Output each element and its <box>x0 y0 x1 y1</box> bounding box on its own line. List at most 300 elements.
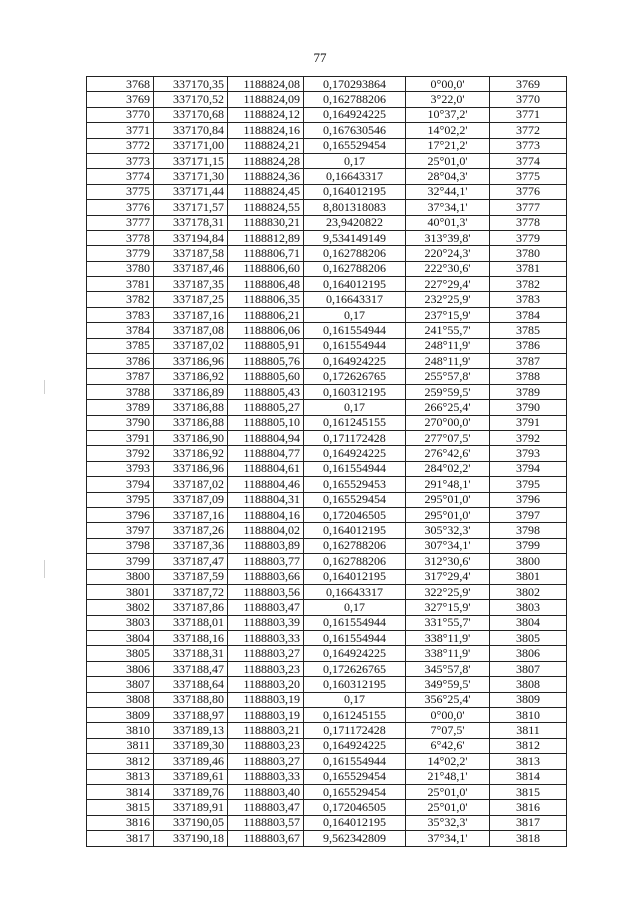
table-row <box>87 600 567 615</box>
table-row <box>87 538 567 553</box>
point-number-cell: 3774 <box>87 169 154 184</box>
x-coordinate-cell: 337187,35 <box>154 277 228 292</box>
distance-cell: 0,161245155 <box>304 415 406 430</box>
distance-cell: 0,17 <box>304 400 406 415</box>
point-number-cell: 3775 <box>87 184 154 199</box>
table-row <box>87 507 567 522</box>
x-coordinate-cell: 337187,26 <box>154 523 228 538</box>
table-row <box>87 77 567 92</box>
direction-angle-cell: 255°57,8' <box>406 369 490 384</box>
y-coordinate-cell: 1188803,27 <box>228 646 304 661</box>
distance-cell: 0,17 <box>304 153 406 168</box>
next-point-cell: 3782 <box>490 277 567 292</box>
distance-cell: 8,801318083 <box>304 200 406 215</box>
table-row <box>87 723 567 738</box>
table-row <box>87 230 567 245</box>
point-number-cell: 3808 <box>87 692 154 707</box>
point-number-cell: 3816 <box>87 815 154 830</box>
direction-angle-cell: 25°01,0' <box>406 153 490 168</box>
next-point-cell: 3810 <box>490 708 567 723</box>
page-number: 77 <box>313 50 327 65</box>
table-row <box>87 754 567 769</box>
y-coordinate-cell: 1188806,48 <box>228 277 304 292</box>
table-row <box>87 677 567 692</box>
next-point-cell: 3788 <box>490 369 567 384</box>
table-row <box>87 323 567 338</box>
direction-angle-cell: 259°59,5' <box>406 384 490 399</box>
y-coordinate-cell: 1188803,47 <box>228 600 304 615</box>
y-coordinate-cell: 1188803,23 <box>228 738 304 753</box>
x-coordinate-cell: 337187,16 <box>154 507 228 522</box>
table-row <box>87 800 567 815</box>
table-row <box>87 369 567 384</box>
y-coordinate-cell: 1188803,40 <box>228 784 304 799</box>
point-number-cell: 3772 <box>87 138 154 153</box>
distance-cell: 0,161554944 <box>304 323 406 338</box>
distance-cell: 0,16643317 <box>304 292 406 307</box>
x-coordinate-cell: 337190,18 <box>154 831 228 846</box>
direction-angle-cell: 248°11,9' <box>406 338 490 353</box>
distance-cell: 0,160312195 <box>304 384 406 399</box>
point-number-cell: 3783 <box>87 307 154 322</box>
next-point-cell: 3809 <box>490 692 567 707</box>
y-coordinate-cell: 1188804,02 <box>228 523 304 538</box>
point-number-cell: 3782 <box>87 292 154 307</box>
y-coordinate-cell: 1188805,60 <box>228 369 304 384</box>
next-point-cell: 3812 <box>490 738 567 753</box>
point-number-cell: 3798 <box>87 538 154 553</box>
x-coordinate-cell: 337190,05 <box>154 815 228 830</box>
direction-angle-cell: 0°00,0' <box>406 708 490 723</box>
distance-cell: 0,172046505 <box>304 800 406 815</box>
scan-margin-mark-upper <box>44 380 45 394</box>
direction-angle-cell: 295°01,0' <box>406 507 490 522</box>
point-number-cell: 3804 <box>87 631 154 646</box>
y-coordinate-cell: 1188803,77 <box>228 554 304 569</box>
y-coordinate-cell: 1188824,45 <box>228 184 304 199</box>
next-point-cell: 3787 <box>490 354 567 369</box>
point-number-cell: 3800 <box>87 569 154 584</box>
direction-angle-cell: 312°30,6' <box>406 554 490 569</box>
y-coordinate-cell: 1188806,06 <box>228 323 304 338</box>
distance-cell: 0,16643317 <box>304 169 406 184</box>
direction-angle-cell: 270°00,0' <box>406 415 490 430</box>
distance-cell: 23,9420822 <box>304 215 406 230</box>
distance-cell: 0,165529454 <box>304 138 406 153</box>
direction-angle-cell: 284°02,2' <box>406 461 490 476</box>
distance-cell: 0,161554944 <box>304 338 406 353</box>
direction-angle-cell: 241°55,7' <box>406 323 490 338</box>
y-coordinate-cell: 1188824,21 <box>228 138 304 153</box>
point-number-cell: 3768 <box>87 77 154 92</box>
direction-angle-cell: 317°29,4' <box>406 569 490 584</box>
distance-cell: 0,162788206 <box>304 538 406 553</box>
distance-cell: 0,172626765 <box>304 369 406 384</box>
direction-angle-cell: 356°25,4' <box>406 692 490 707</box>
direction-angle-cell: 338°11,9' <box>406 631 490 646</box>
distance-cell: 0,171172428 <box>304 430 406 445</box>
y-coordinate-cell: 1188804,46 <box>228 477 304 492</box>
direction-angle-cell: 338°11,9' <box>406 646 490 661</box>
x-coordinate-cell: 337187,47 <box>154 554 228 569</box>
y-coordinate-cell: 1188824,36 <box>228 169 304 184</box>
table-row <box>87 307 567 322</box>
next-point-cell: 3771 <box>490 107 567 122</box>
point-number-cell: 3785 <box>87 338 154 353</box>
y-coordinate-cell: 1188805,43 <box>228 384 304 399</box>
point-number-cell: 3770 <box>87 107 154 122</box>
y-coordinate-cell: 1188824,09 <box>228 92 304 107</box>
distance-cell: 0,164924225 <box>304 107 406 122</box>
y-coordinate-cell: 1188804,94 <box>228 430 304 445</box>
distance-cell: 0,167630546 <box>304 123 406 138</box>
next-point-cell: 3803 <box>490 600 567 615</box>
y-coordinate-cell: 1188824,08 <box>228 77 304 92</box>
point-number-cell: 3797 <box>87 523 154 538</box>
next-point-cell: 3802 <box>490 584 567 599</box>
distance-cell: 0,161554944 <box>304 754 406 769</box>
next-point-cell: 3792 <box>490 430 567 445</box>
point-number-cell: 3813 <box>87 769 154 784</box>
direction-angle-cell: 6°42,6' <box>406 738 490 753</box>
distance-cell: 0,171172428 <box>304 723 406 738</box>
point-number-cell: 3777 <box>87 215 154 230</box>
next-point-cell: 3799 <box>490 538 567 553</box>
point-number-cell: 3809 <box>87 708 154 723</box>
x-coordinate-cell: 337188,16 <box>154 631 228 646</box>
point-number-cell: 3795 <box>87 492 154 507</box>
next-point-cell: 3808 <box>490 677 567 692</box>
table-row <box>87 277 567 292</box>
x-coordinate-cell: 337188,31 <box>154 646 228 661</box>
y-coordinate-cell: 1188803,33 <box>228 769 304 784</box>
table-row <box>87 446 567 461</box>
point-number-cell: 3792 <box>87 446 154 461</box>
point-number-cell: 3787 <box>87 369 154 384</box>
distance-cell: 0,165529454 <box>304 769 406 784</box>
distance-cell: 0,160312195 <box>304 677 406 692</box>
direction-angle-cell: 237°15,9' <box>406 307 490 322</box>
point-number-cell: 3791 <box>87 430 154 445</box>
x-coordinate-cell: 337186,92 <box>154 369 228 384</box>
table-row <box>87 492 567 507</box>
x-coordinate-cell: 337170,84 <box>154 123 228 138</box>
table-row <box>87 769 567 784</box>
table-row <box>87 338 567 353</box>
y-coordinate-cell: 1188803,33 <box>228 631 304 646</box>
next-point-cell: 3773 <box>490 138 567 153</box>
x-coordinate-cell: 337187,72 <box>154 584 228 599</box>
next-point-cell: 3777 <box>490 200 567 215</box>
distance-cell: 0,161554944 <box>304 461 406 476</box>
next-point-cell: 3779 <box>490 230 567 245</box>
next-point-cell: 3769 <box>490 77 567 92</box>
next-point-cell: 3806 <box>490 646 567 661</box>
x-coordinate-cell: 337187,16 <box>154 307 228 322</box>
table-row <box>87 169 567 184</box>
x-coordinate-cell: 337189,76 <box>154 784 228 799</box>
table-row <box>87 646 567 661</box>
distance-cell: 0,172626765 <box>304 661 406 676</box>
direction-angle-cell: 291°48,1' <box>406 477 490 492</box>
point-number-cell: 3793 <box>87 461 154 476</box>
point-number-cell: 3788 <box>87 384 154 399</box>
next-point-cell: 3816 <box>490 800 567 815</box>
distance-cell: 0,162788206 <box>304 92 406 107</box>
y-coordinate-cell: 1188805,27 <box>228 400 304 415</box>
distance-cell: 0,161245155 <box>304 708 406 723</box>
direction-angle-cell: 313°39,8' <box>406 230 490 245</box>
direction-angle-cell: 345°57,8' <box>406 661 490 676</box>
table-row <box>87 184 567 199</box>
y-coordinate-cell: 1188803,20 <box>228 677 304 692</box>
table-row <box>87 815 567 830</box>
direction-angle-cell: 17°21,2' <box>406 138 490 153</box>
direction-angle-cell: 305°32,3' <box>406 523 490 538</box>
next-point-cell: 3811 <box>490 723 567 738</box>
point-number-cell: 3814 <box>87 784 154 799</box>
y-coordinate-cell: 1188805,91 <box>228 338 304 353</box>
x-coordinate-cell: 337188,80 <box>154 692 228 707</box>
next-point-cell: 3776 <box>490 184 567 199</box>
point-number-cell: 3806 <box>87 661 154 676</box>
distance-cell: 9,534149149 <box>304 230 406 245</box>
next-point-cell: 3783 <box>490 292 567 307</box>
y-coordinate-cell: 1188803,47 <box>228 800 304 815</box>
direction-angle-cell: 276°42,6' <box>406 446 490 461</box>
table-row <box>87 430 567 445</box>
distance-cell: 0,164012195 <box>304 523 406 538</box>
next-point-cell: 3814 <box>490 769 567 784</box>
next-point-cell: 3804 <box>490 615 567 630</box>
direction-angle-cell: 10°37,2' <box>406 107 490 122</box>
y-coordinate-cell: 1188806,71 <box>228 246 304 261</box>
next-point-cell: 3789 <box>490 384 567 399</box>
next-point-cell: 3781 <box>490 261 567 276</box>
direction-angle-cell: 3°22,0' <box>406 92 490 107</box>
table-row <box>87 153 567 168</box>
x-coordinate-cell: 337188,64 <box>154 677 228 692</box>
x-coordinate-cell: 337187,59 <box>154 569 228 584</box>
direction-angle-cell: 322°25,9' <box>406 584 490 599</box>
distance-cell: 0,17 <box>304 600 406 615</box>
table-row <box>87 738 567 753</box>
x-coordinate-cell: 337188,01 <box>154 615 228 630</box>
y-coordinate-cell: 1188803,66 <box>228 569 304 584</box>
table-row <box>87 215 567 230</box>
x-coordinate-cell: 337189,46 <box>154 754 228 769</box>
direction-angle-cell: 14°02,2' <box>406 754 490 769</box>
distance-cell: 0,172046505 <box>304 507 406 522</box>
x-coordinate-cell: 337187,46 <box>154 261 228 276</box>
table-row <box>87 784 567 799</box>
x-coordinate-cell: 337171,57 <box>154 200 228 215</box>
y-coordinate-cell: 1188806,60 <box>228 261 304 276</box>
x-coordinate-cell: 337187,09 <box>154 492 228 507</box>
point-number-cell: 3773 <box>87 153 154 168</box>
y-coordinate-cell: 1188803,23 <box>228 661 304 676</box>
x-coordinate-cell: 337187,86 <box>154 600 228 615</box>
x-coordinate-cell: 337187,58 <box>154 246 228 261</box>
y-coordinate-cell: 1188804,16 <box>228 507 304 522</box>
distance-cell: 0,164924225 <box>304 738 406 753</box>
x-coordinate-cell: 337189,13 <box>154 723 228 738</box>
y-coordinate-cell: 1188803,39 <box>228 615 304 630</box>
table-row <box>87 354 567 369</box>
x-coordinate-cell: 337186,90 <box>154 430 228 445</box>
point-number-cell: 3779 <box>87 246 154 261</box>
point-number-cell: 3784 <box>87 323 154 338</box>
point-number-cell: 3771 <box>87 123 154 138</box>
y-coordinate-cell: 1188830,21 <box>228 215 304 230</box>
table-row <box>87 569 567 584</box>
next-point-cell: 3775 <box>490 169 567 184</box>
distance-cell: 0,170293864 <box>304 77 406 92</box>
table-row <box>87 415 567 430</box>
distance-cell: 0,161554944 <box>304 615 406 630</box>
direction-angle-cell: 37°34,1' <box>406 831 490 846</box>
scan-margin-mark-lower <box>44 560 45 578</box>
x-coordinate-cell: 337188,47 <box>154 661 228 676</box>
distance-cell: 0,164924225 <box>304 646 406 661</box>
y-coordinate-cell: 1188803,56 <box>228 584 304 599</box>
y-coordinate-cell: 1188824,12 <box>228 107 304 122</box>
x-coordinate-cell: 337170,52 <box>154 92 228 107</box>
distance-cell: 0,162788206 <box>304 246 406 261</box>
next-point-cell: 3805 <box>490 631 567 646</box>
next-point-cell: 3793 <box>490 446 567 461</box>
table-row <box>87 692 567 707</box>
distance-cell: 0,161554944 <box>304 631 406 646</box>
x-coordinate-cell: 337187,36 <box>154 538 228 553</box>
table-row <box>87 523 567 538</box>
x-coordinate-cell: 337186,89 <box>154 384 228 399</box>
direction-angle-cell: 0°00,0' <box>406 77 490 92</box>
distance-cell: 0,16643317 <box>304 584 406 599</box>
y-coordinate-cell: 1188824,28 <box>228 153 304 168</box>
table-row <box>87 138 567 153</box>
next-point-cell: 3784 <box>490 307 567 322</box>
y-coordinate-cell: 1188803,89 <box>228 538 304 553</box>
point-number-cell: 3780 <box>87 261 154 276</box>
distance-cell: 0,164012195 <box>304 815 406 830</box>
x-coordinate-cell: 337187,25 <box>154 292 228 307</box>
point-number-cell: 3786 <box>87 354 154 369</box>
distance-cell: 0,164924225 <box>304 446 406 461</box>
y-coordinate-cell: 1188803,67 <box>228 831 304 846</box>
next-point-cell: 3800 <box>490 554 567 569</box>
point-number-cell: 3769 <box>87 92 154 107</box>
table-row <box>87 615 567 630</box>
point-number-cell: 3810 <box>87 723 154 738</box>
point-number-cell: 3790 <box>87 415 154 430</box>
next-point-cell: 3790 <box>490 400 567 415</box>
x-coordinate-cell: 337186,88 <box>154 400 228 415</box>
direction-angle-cell: 25°01,0' <box>406 800 490 815</box>
x-coordinate-cell: 337171,00 <box>154 138 228 153</box>
y-coordinate-cell: 1188803,19 <box>228 708 304 723</box>
direction-angle-cell: 327°15,9' <box>406 600 490 615</box>
table-row <box>87 92 567 107</box>
point-number-cell: 3781 <box>87 277 154 292</box>
table-row <box>87 200 567 215</box>
table-row <box>87 584 567 599</box>
direction-angle-cell: 14°02,2' <box>406 123 490 138</box>
direction-angle-cell: 222°30,6' <box>406 261 490 276</box>
distance-cell: 0,164924225 <box>304 354 406 369</box>
next-point-cell: 3815 <box>490 784 567 799</box>
y-coordinate-cell: 1188806,21 <box>228 307 304 322</box>
point-number-cell: 3796 <box>87 507 154 522</box>
table-row <box>87 123 567 138</box>
direction-angle-cell: 220°24,3' <box>406 246 490 261</box>
direction-angle-cell: 227°29,4' <box>406 277 490 292</box>
table-row <box>87 384 567 399</box>
y-coordinate-cell: 1188803,57 <box>228 815 304 830</box>
direction-angle-cell: 37°34,1' <box>406 200 490 215</box>
table-row <box>87 261 567 276</box>
point-number-cell: 3801 <box>87 584 154 599</box>
next-point-cell: 3798 <box>490 523 567 538</box>
x-coordinate-cell: 337170,68 <box>154 107 228 122</box>
direction-angle-cell: 32°44,1' <box>406 184 490 199</box>
table-row <box>87 292 567 307</box>
direction-angle-cell: 25°01,0' <box>406 784 490 799</box>
table-row <box>87 708 567 723</box>
distance-cell: 0,165529454 <box>304 492 406 507</box>
direction-angle-cell: 232°25,9' <box>406 292 490 307</box>
x-coordinate-cell: 337189,30 <box>154 738 228 753</box>
next-point-cell: 3813 <box>490 754 567 769</box>
point-number-cell: 3794 <box>87 477 154 492</box>
table-row <box>87 554 567 569</box>
point-number-cell: 3805 <box>87 646 154 661</box>
point-number-cell: 3789 <box>87 400 154 415</box>
direction-angle-cell: 277°07,5' <box>406 430 490 445</box>
next-point-cell: 3778 <box>490 215 567 230</box>
distance-cell: 0,165529454 <box>304 784 406 799</box>
direction-angle-cell: 266°25,4' <box>406 400 490 415</box>
y-coordinate-cell: 1188805,76 <box>228 354 304 369</box>
table-row <box>87 661 567 676</box>
table-row <box>87 631 567 646</box>
y-coordinate-cell: 1188804,31 <box>228 492 304 507</box>
direction-angle-cell: 28°04,3' <box>406 169 490 184</box>
next-point-cell: 3774 <box>490 153 567 168</box>
distance-cell: 9,562342809 <box>304 831 406 846</box>
next-point-cell: 3786 <box>490 338 567 353</box>
direction-angle-cell: 349°59,5' <box>406 677 490 692</box>
x-coordinate-cell: 337194,84 <box>154 230 228 245</box>
x-coordinate-cell: 337171,44 <box>154 184 228 199</box>
next-point-cell: 3797 <box>490 507 567 522</box>
distance-cell: 0,17 <box>304 307 406 322</box>
x-coordinate-cell: 337187,02 <box>154 338 228 353</box>
x-coordinate-cell: 337189,91 <box>154 800 228 815</box>
x-coordinate-cell: 337171,30 <box>154 169 228 184</box>
y-coordinate-cell: 1188812,89 <box>228 230 304 245</box>
direction-angle-cell: 40°01,3' <box>406 215 490 230</box>
point-number-cell: 3811 <box>87 738 154 753</box>
x-coordinate-cell: 337170,35 <box>154 77 228 92</box>
direction-angle-cell: 331°55,7' <box>406 615 490 630</box>
y-coordinate-cell: 1188803,19 <box>228 692 304 707</box>
direction-angle-cell: 35°32,3' <box>406 815 490 830</box>
next-point-cell: 3770 <box>490 92 567 107</box>
distance-cell: 0,162788206 <box>304 261 406 276</box>
coordinates-table-body <box>87 77 567 847</box>
next-point-cell: 3794 <box>490 461 567 476</box>
